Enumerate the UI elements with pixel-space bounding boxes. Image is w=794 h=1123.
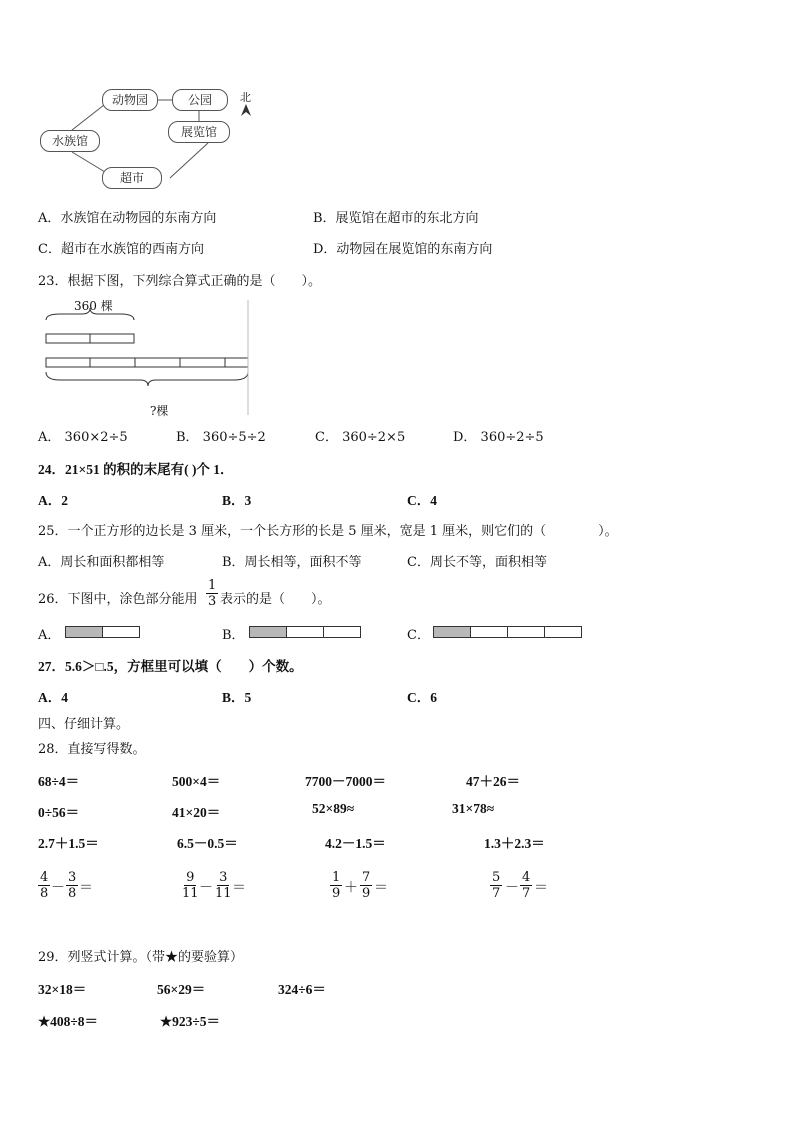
fraction [330,870,342,901]
denominator: 8 [68,886,77,901]
map-node-supermarket: 超市 [102,167,162,189]
denominator: 7 [522,886,531,901]
q28-r1-c3: 7700－7000＝ [305,774,386,789]
q29-r1-c2: 56×29＝ [157,982,206,997]
equals: ＝ [79,880,93,896]
q27-option-a: A．4 [38,690,68,705]
denominator: 8 [40,886,49,901]
q25-option-c: C．周长不等，面积相等 [407,555,547,570]
q28-r3-c4: 1.3＋2.3＝ [484,836,545,851]
q26-option-b: B． [222,628,245,643]
q26-question-prefix: 26．下图中，涂色部分能用 [38,592,198,607]
q22-option-d: D．动物园在展览馆的东南方向 [313,242,493,257]
q23-option-c: C． 360÷2×5 [315,430,406,445]
operator: － [51,880,65,896]
fraction [490,870,502,901]
q29-r2-c1: ★408÷8＝ [38,1014,99,1029]
equals: ＝ [232,880,246,896]
denominator: 7 [492,886,501,901]
bar-part [324,627,360,637]
q22-option-b: B．展览馆在超市的东北方向 [313,211,479,226]
q26-bar-b [249,626,361,638]
q22-option-a: A．水族馆在动物园的东南方向 [38,211,217,226]
numerator: 4 [522,870,531,885]
q29-r1-c3: 324÷6＝ [278,982,326,997]
q27-option-b: B．5 [222,690,252,705]
fraction [520,870,532,901]
q23-top-label: 360 棵 [74,299,113,313]
fraction [213,870,234,901]
q29-title: 29．列竖式计算。（带★的要验算） [38,950,244,965]
operator: － [505,880,519,896]
denominator: 9 [332,886,341,901]
q23-option-d: D． 360÷2÷5 [453,430,544,445]
q25-option-a: A．周长和面积都相等 [38,555,165,570]
bar-part [471,627,508,637]
q26-fraction [206,578,218,609]
q24-option-b: B．3 [222,493,252,508]
q27-option-c: C．6 [407,690,437,705]
fraction [360,870,372,901]
q26-bar-a [65,626,140,638]
fraction [180,870,201,901]
q27-question: 27．5.6＞□.5，方框里可以填（ ）个数。 [38,659,303,674]
bar-part-shaded [66,627,103,637]
q29-r1-c1: 32×18＝ [38,982,87,997]
operator: － [199,880,213,896]
q28-r2-c4: 31×78≈ [452,801,495,816]
q26-fraction-den: 3 [208,594,217,609]
north-arrow-icon [241,104,251,116]
denominator: 11 [215,886,232,901]
numerator: 1 [332,870,341,885]
q28-r1-c1: 68÷4＝ [38,774,80,789]
q28-r1-c2: 500×4＝ [172,774,221,789]
bar-part [508,627,545,637]
equals: ＝ [534,880,548,896]
q29-r2-c2: ★923÷5＝ [160,1014,221,1029]
bar-part [287,627,324,637]
q23-option-b: B． 360÷5÷2 [176,430,266,445]
q23-line-diagram [0,290,260,420]
numerator: 4 [40,870,49,885]
q24-option-a: A．2 [38,493,68,508]
denominator: 11 [182,886,199,901]
fraction [66,870,78,901]
bar-part [103,627,139,637]
bar-part [545,627,581,637]
equals: ＝ [374,880,388,896]
q25-question: 25．一个正方形的边长是 3 厘米，一个长方形的长是 5 厘米，宽是 1 厘米，则它们的（ ）。 [38,524,618,539]
map-node-aquarium: 水族馆 [40,130,100,152]
map-node-exhibition: 展览馆 [168,121,230,143]
q26-option-c: C． [407,628,430,643]
q28-r2-c2: 41×20＝ [172,805,221,820]
section-4-heading: 四、仔细计算。 [38,717,130,732]
q28-r1-c4: 47＋26＝ [466,774,520,789]
map-node-zoo: 动物园 [102,89,158,111]
q25-option-b: B．周长相等，面积不等 [222,555,362,570]
q23-bottom-label: ?棵 [150,404,169,418]
numerator: 3 [68,870,77,885]
q24-option-c: C．4 [407,493,437,508]
q28-r3-c2: 6.5－0.5＝ [177,836,238,851]
q22-option-c: C．超市在水族馆的西南方向 [38,242,204,257]
fraction [38,870,50,901]
q26-fraction-num: 1 [208,578,217,593]
denominator: 9 [362,886,371,901]
q23-option-a: A． 360×2÷5 [38,430,128,445]
numerator: 3 [219,870,228,885]
operator: ＋ [344,880,358,896]
q26-option-a: A． [38,628,61,643]
numerator: 5 [492,870,501,885]
q24-question: 24．21×51 的积的末尾有( )个 1． [38,462,234,477]
q28-r2-c1: 0÷56＝ [38,805,80,820]
q28-r3-c3: 4.2－1.5＝ [325,836,386,851]
numerator: 7 [362,870,371,885]
bar-part-shaded [250,627,287,637]
q28-r3-c1: 2.7＋1.5＝ [38,836,99,851]
q23-question: 23．根据下图，下列综合算式正确的是（ ）。 [38,274,322,289]
q26-bar-c [433,626,582,638]
bar-part-shaded [434,627,471,637]
q28-r2-c3: 52×89≈ [312,801,355,816]
map-node-park: 公园 [172,89,228,111]
q26-question-suffix: 表示的是（ ）。 [220,592,331,607]
numerator: 9 [186,870,195,885]
q28-title: 28．直接写得数。 [38,742,146,757]
north-label: 北 [240,91,251,104]
